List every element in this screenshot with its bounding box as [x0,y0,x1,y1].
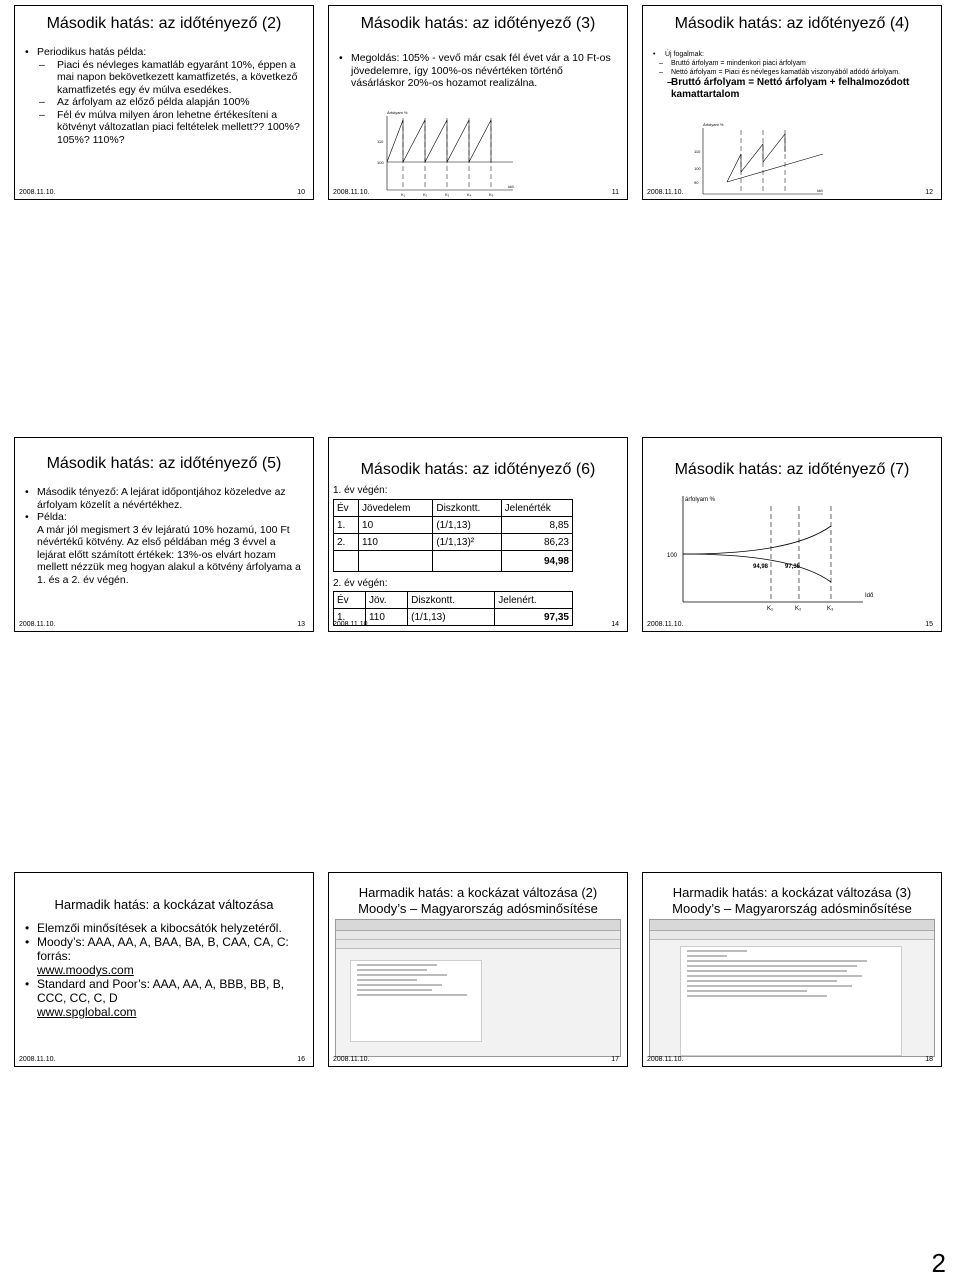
slide-date: 2008.11.10. [19,1056,56,1063]
slide-date: 2008.11.10. [333,1056,370,1063]
slide-number: 10 [297,189,305,196]
bullet: • Elemzői minősítések a kibocsátók helyzetéről. [25,921,305,935]
chart-xlabel: Idő [865,593,874,599]
x-tick: K₃ [827,606,834,612]
browser-screenshot [649,919,935,1057]
slide-body [25,921,305,1019]
slide-14 [328,437,628,632]
sub-bullet: – Piaci és névleges kamatláb egyaránt 10%, éppen a mai napon bekövetkezett kamatfizetés, a következő kamatfizetés egy év múlva esedékes. [25,59,305,97]
bullet: • Periodikus hatás példa: [25,46,305,59]
slide-15 [642,437,942,632]
example-text: A már jól megismert 3 év lejáratú 10% hozamú, 100 Ft névértékű kötvény. Az első példában még 3 évvel a lejárat előtt számított értékek: 13%-os elvárt hozam mellett nézzük meg hogyan alakul a kötvény árfolyama a 1. és a 2. év végén. [37,523,301,586]
label-year1: 1. év végén: [333,485,388,496]
slide-subtitle: Moody’s – Magyarország adósminősítése [358,901,598,916]
pull-to-par-chart [653,492,893,612]
slide-title: Harmadik hatás: a kockázat változása [54,897,274,912]
slide-subtitle: Moody’s – Magyarország adósminősítése [672,901,912,916]
table-header: Év Jövedelem Diszkontt. Jelenérték [334,500,573,517]
spglobal-link[interactable]: www.spglobal.com [37,1005,137,1019]
chart-ylabel: Árfolyam % [703,122,724,127]
slide-body [339,52,619,90]
x-tick: K₂ [795,606,802,612]
slide-title: Harmadik hatás: a kockázat változása (2) Moody’s – Magyarország adósminősítése [329,885,627,917]
slide-title: Harmadik hatás: a kockázat változása (3) Moody’s – Magyarország adósminősítése [643,885,941,917]
value-label-year1: 94,98 [753,564,769,570]
rating-list-region [350,960,482,1042]
y-tick-100: 100 [667,553,678,559]
slide-date: 2008.11.10. [333,621,370,628]
x-tick: K₁ [401,192,406,197]
net-price-line [727,154,823,182]
slide-number: 16 [297,1056,305,1063]
moodys-link[interactable]: www.moodys.com [37,963,134,977]
bullet: • Megoldás: 105% - vevő már csak fél évet vár a 10 Ft-os jövedelemre, így 100%-os névértéken történő vásárláskor 20%-os hozamot realizálna. [339,52,619,90]
bullet: • Standard and Poor’s: AAA, AA, A, BBB, BB, B, CCC, CC, C, D www.spglobal.com [25,977,305,1019]
slide-date: 2008.11.10. [19,189,56,196]
bullet: • Új fogalmak: [653,50,933,59]
table-row: 2. 110 (1/1,13)² 86,23 [334,534,573,551]
slide-12 [642,5,942,200]
slide-date: 2008.11.10. [333,189,370,196]
table-row: 1. 110 (1/1,13) 97,35 [334,609,573,626]
sawtooth-line [387,120,491,162]
slide-title: Második hatás: az időtényező (6) [360,461,596,478]
chart-ylabel: Árfolyam % [387,110,408,115]
sub-bullet: – Fél év múlva milyen áron lehetne értékesíteni a kötvényt változatlan piaci feltételek mellett?? 100%? 105%? 110%? [25,109,305,147]
y-tick-100: 100 [694,166,701,171]
slide-number: 14 [611,621,619,628]
y-tick-100: 100 [377,160,384,165]
slide-10 [14,5,314,200]
slide-body [25,46,305,146]
slide-11 [328,5,628,200]
slide-date: 2008.11.10. [647,621,684,628]
slide-date: 2008.11.10. [19,621,56,628]
slide-date: 2008.11.10. [647,189,684,196]
x-tick: K₁ [767,606,774,612]
slide-date: 2008.11.10. [647,1056,684,1063]
chart-ylabel: árfolyam % [685,497,716,503]
slide-title: Második hatás: az időtényező (7) [674,461,910,478]
browser-screenshot [335,919,621,1057]
slide-13 [14,437,314,632]
slide-title: Második hatás: az időtényező (3) [360,15,596,32]
x-tick: K₂ [423,192,428,197]
slide-title: Második hatás: az időtényező (4) [674,15,910,32]
x-tick: K₅ [489,192,494,197]
page-number: 2 [931,1248,946,1278]
slide-17 [328,872,628,1067]
y-tick-110: 110 [377,139,384,144]
label-year2: 2. év végén: [333,578,388,589]
table-total-row: 94,98 [334,551,573,572]
coupon-dates [741,130,785,194]
slide-number: 13 [297,621,305,628]
chart-xlabel: Idő [817,188,823,193]
coupon-dates [771,506,831,602]
sub-bullet: – Az árfolyam az előző példa alapján 100% [25,96,305,109]
slide-body [25,486,305,586]
slide-title: Második hatás: az időtényező (2) [46,15,282,32]
pv-table-year1 [333,499,573,572]
y-tick-110: 110 [694,149,701,154]
slide-18 [642,872,942,1067]
bullet: • Példa: [25,511,305,524]
table-header: Év Jöv. Diszkontt. Jelenért. [334,592,573,609]
gross-net-price-chart [693,120,843,200]
bullet: • Moody’s: AAA, AA, A, BAA, BA, B, CAA, CA, C: forrás: www.moodys.com [25,935,305,977]
discount-curve [683,526,831,554]
slide-16 [14,872,314,1067]
rating-page-region [680,946,902,1056]
slide-number: 15 [925,621,933,628]
bold-formula: – Bruttó árfolyam = Nettó árfolyam + felhalmozódott kamattartalom [653,77,933,101]
slide-title: Második hatás: az időtényező (5) [46,455,282,472]
coupon-dates [403,118,491,190]
slide-number: 11 [611,189,619,196]
x-tick: K₃ [445,192,450,197]
x-tick: K₄ [467,192,472,197]
slide-body [653,50,933,101]
table-row: 1. 10 (1/1,13) 8,85 [334,517,573,534]
slide-number: 12 [925,189,933,196]
sub-bullet: – Nettó árfolyam = Piaci és névleges kamatláb viszonyából adódó árfolyam. [653,68,933,77]
value-label-year2: 97,35 [785,564,801,570]
y-tick-90: 90 [694,180,699,185]
price-sawtooth-chart [373,106,533,198]
chart-xlabel: Idő [508,184,514,189]
sub-bullet: – Bruttó árfolyam = mindenkori piaci árfolyam [653,59,933,68]
slide-number: 18 [925,1056,933,1063]
slide-number: 17 [611,1056,619,1063]
bullet: • Második tényező: A lejárat időpontjához közeledve az árfolyam közelít a névértékhez. [25,486,305,511]
gross-price-line [727,134,785,182]
